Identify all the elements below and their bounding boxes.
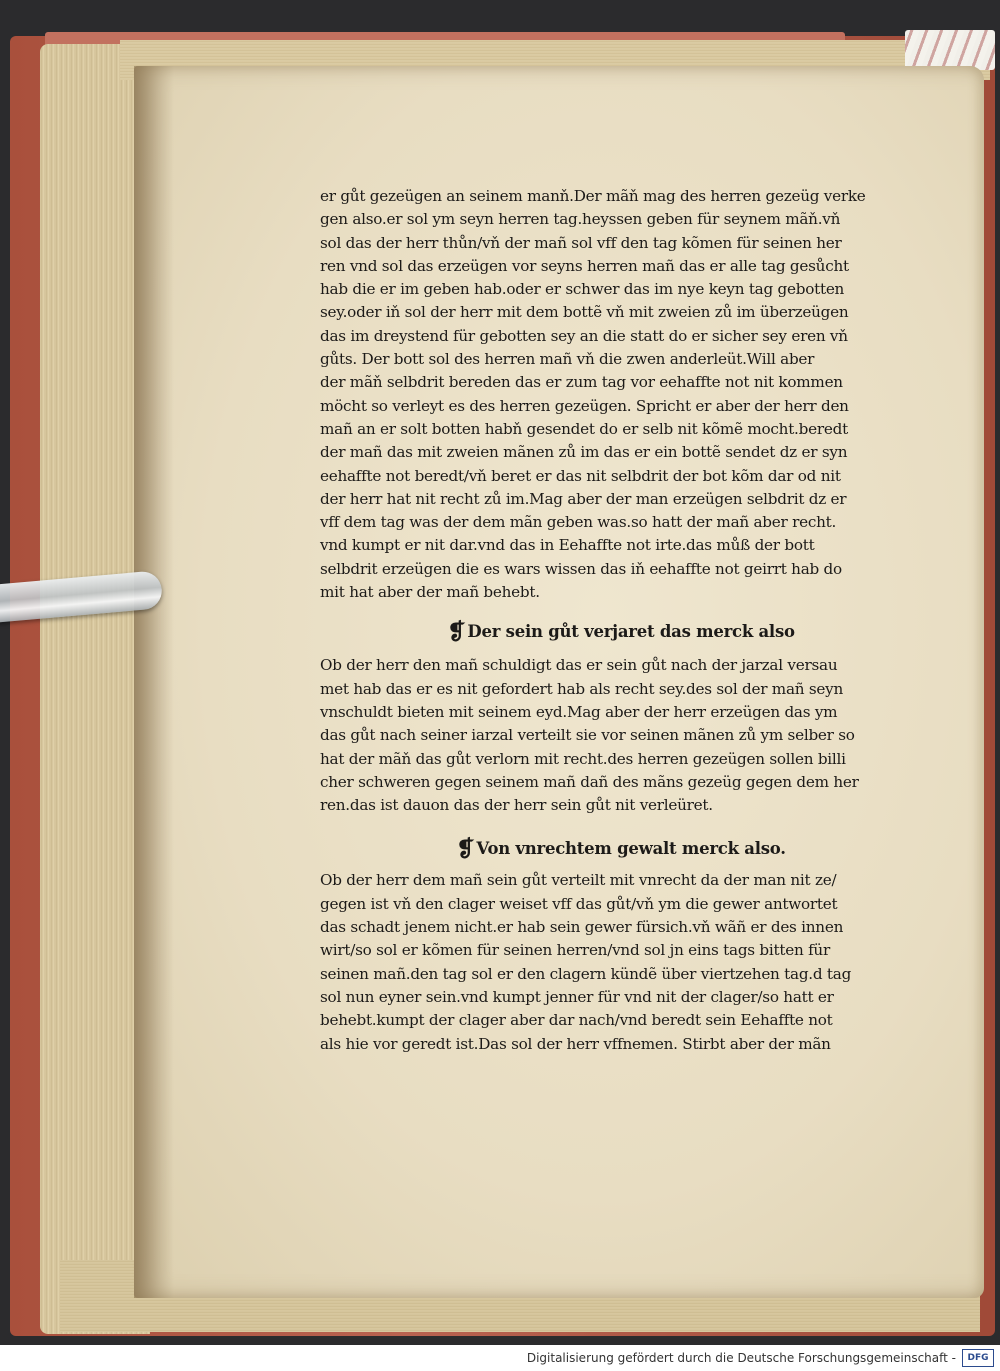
dfg-logo-icon: DFG	[962, 1349, 994, 1367]
text-line: möcht so verleyt es des herren gezeügen. Spricht er aber der herr den	[320, 396, 849, 415]
paragraph-3	[320, 869, 922, 1055]
text-line: der mañ das mit zweien mãnen zů im das er ein bottẽ sendet dz er syn	[320, 443, 848, 462]
text-line: behebt.kumpt der clager aber dar nach/vnd beredt sein Eehaffte not	[320, 1011, 833, 1030]
text-line: Ob der herr dem mañ sein gůt verteilt mit vnrecht da der man nit ze/	[320, 871, 837, 890]
text-line: das im dreystend für gebotten sey an die statt do er sicher sey eren vň	[320, 326, 848, 345]
footer-credit-bar	[0, 1345, 1000, 1371]
bookmark-ribbon	[905, 30, 995, 70]
text-line: der mãň selbdrit bereden das er zum tag vor eehaffte not nit kommen	[320, 373, 843, 392]
section-heading-text: Von vnrechtem gewalt merck also.	[476, 839, 786, 859]
text-line: ren.das ist dauon das der herr sein gůt nit verleüret.	[320, 796, 713, 815]
text-line: gegen ist vň den clager weiset vff das gůt/vň ym die gewer antwortet	[320, 894, 838, 913]
section-heading-text: Der sein gůt verjaret das merck also	[467, 622, 795, 642]
text-line: sol nun eyner sein.vnd kumpt jenner für vnd nit der clager/so hatt er	[320, 987, 834, 1006]
text-line: seinen mañ.den tag sol er den clagern kündẽ über viertzehen tag.d tag	[320, 964, 852, 983]
text-line: vnd kumpt er nit dar.vnd das in Eehaffte not irte.das můß der bott	[320, 536, 815, 555]
text-line: selbdrit erzeügen die es wars wissen das iň eehaffte not geirrt hab do	[320, 559, 842, 578]
text-line: gen also.er sol ym seyn herren tag.heyssen geben für seynem mãň.vň	[320, 210, 841, 229]
page-text	[320, 185, 922, 1056]
text-line: hab die er im geben hab.oder er schwer das im nye keyn tag gebotten	[320, 280, 845, 299]
text-line: mit hat aber der mañ behebt.	[320, 583, 540, 602]
footer-credit-text: Digitalisierung gefördert durch die Deutsche Forschungsgemeinschaft -	[526, 1351, 956, 1365]
text-line: eehaffte not beredt/vň beret er das nit selbdrit der bot kõm dar od nit	[320, 466, 841, 485]
text-line: vff dem tag was der dem mãn geben was.so hatt der mañ aber recht.	[320, 513, 837, 532]
text-line: wirt/so sol er kõmen für seinen herren/vnd sol jn eins tags bitten für	[320, 941, 830, 960]
text-line: das gůt nach seiner iarzal verteilt sie vor seinen mãnen zů ym selber so	[320, 726, 855, 745]
spine-shadow	[134, 66, 174, 1298]
text-line: sey.oder iň sol der herr mit dem bottẽ vň mit zweien zů im überzeügen	[320, 303, 849, 322]
text-line: ren vnd sol das erzeügen vor seyns herren mañ das er alle tag gesůcht	[320, 256, 849, 275]
text-line: met hab das er es nit gefordert hab als recht sey.des sol der mañ seyn	[320, 679, 844, 698]
text-line: der herr hat nit recht zů im.Mag aber der man erzeügen selbdrit dz er	[320, 489, 847, 508]
pilcrow-icon: ❡	[447, 619, 466, 646]
paragraph-1	[320, 185, 922, 604]
text-line: vnschuldt bieten mit seinem eyd.Mag aber der herr erzeügen das ym	[320, 702, 838, 721]
text-line: Ob der herr den mañ schuldigt das er sein gůt nach der jarzal versau	[320, 656, 838, 675]
section-heading-2	[320, 831, 922, 867]
text-line: mañ an er solt botten habň gesendet do er selb nit kõmẽ mocht.beredt	[320, 419, 848, 438]
text-line: das schadt jenem nicht.er hab sein gewer fürsich.vň wãñ er des innen	[320, 918, 844, 937]
section-heading-1	[320, 614, 922, 650]
text-line: sol das der herr thůn/vň der mañ sol vff den tag kõmen für seinen her	[320, 233, 842, 252]
text-line: hat der mãň das gůt verlorn mit recht.des herren gezeügen sollen billi	[320, 749, 846, 768]
text-line: gůts. Der bott sol des herren mañ vň die zwen anderleüt.Will aber	[320, 350, 815, 369]
text-line: cher schweren gegen seinem mañ dañ des mãns gezeüg gegen dem her	[320, 772, 859, 791]
paragraph-2	[320, 654, 922, 817]
text-line: er gůt gezeügen an seinem manň.Der mãň mag des herren gezeüg verke	[320, 187, 866, 205]
text-line: als hie vor geredt ist.Das sol der herr vffnemen. Stirbt aber der mãn	[320, 1034, 831, 1053]
pilcrow-icon: ❡	[456, 836, 475, 863]
